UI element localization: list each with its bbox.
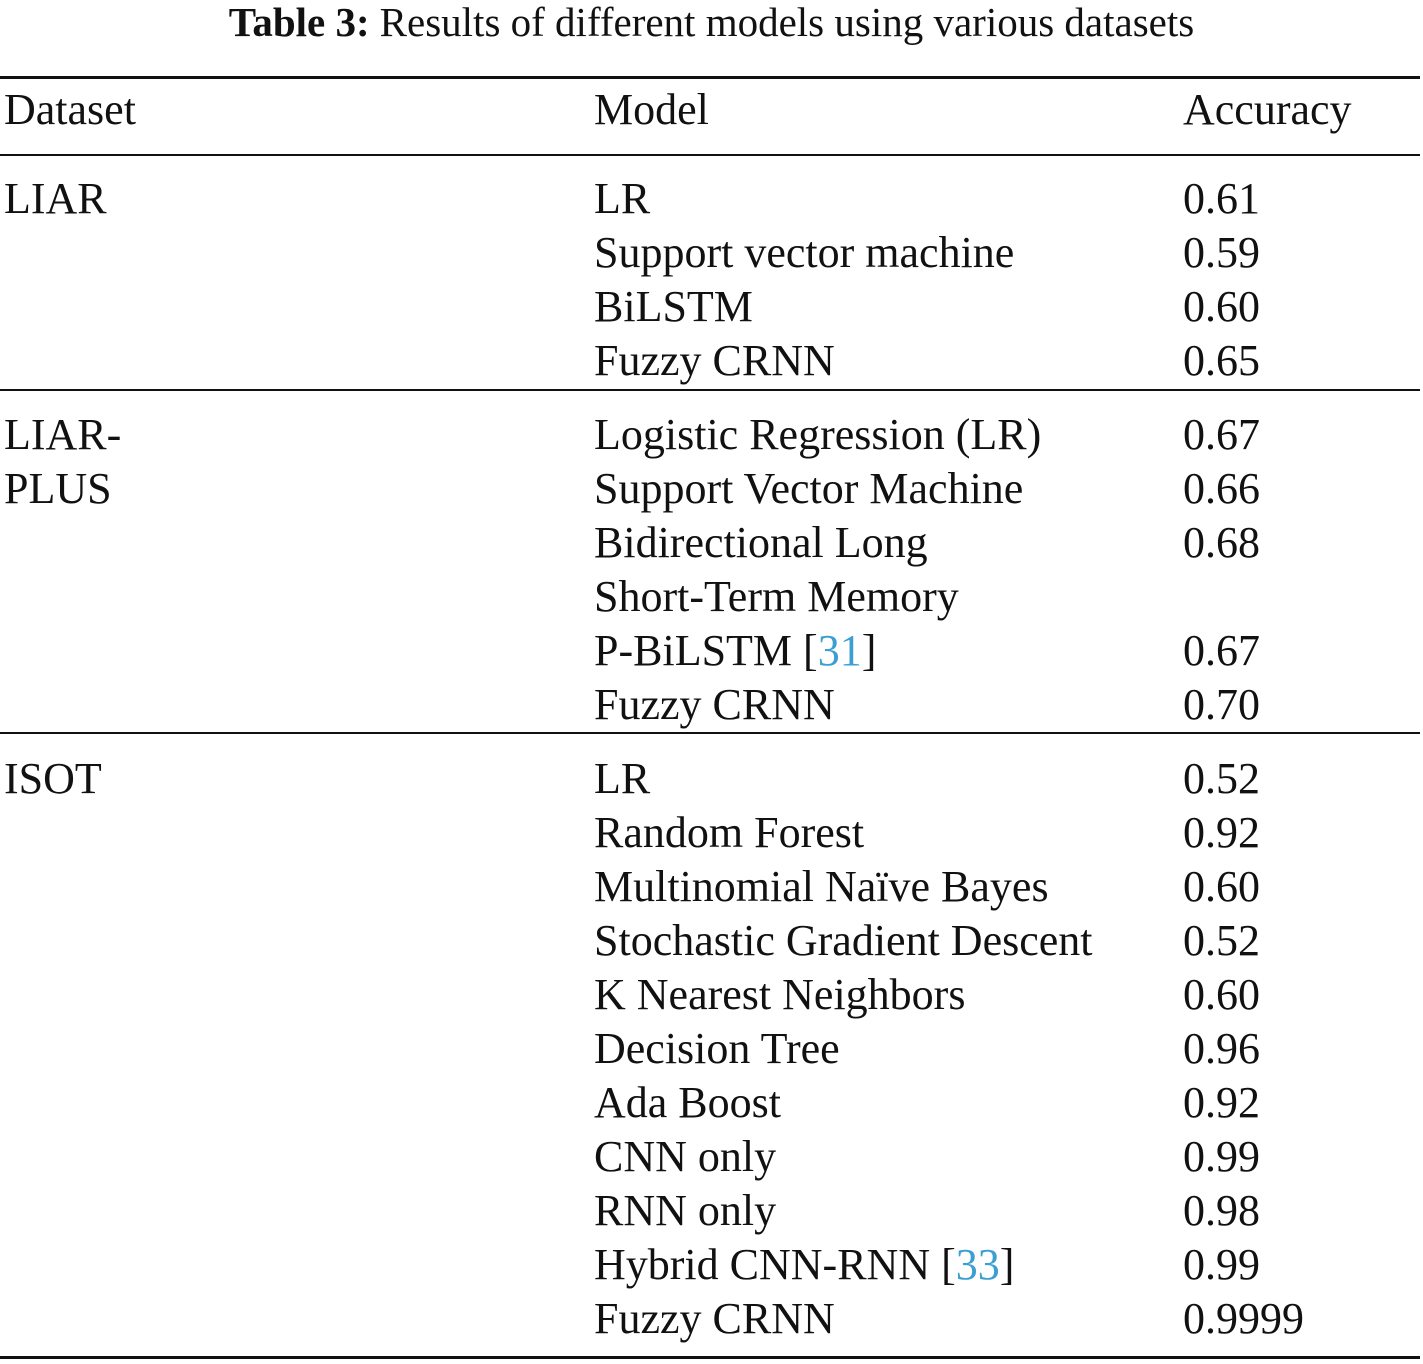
citation-link[interactable]: 31 (817, 626, 862, 675)
caption-text: Results of different models using various datasets (379, 0, 1195, 45)
dataset-liar: LIAR (4, 174, 107, 223)
bottom-rule (0, 1356, 1420, 1359)
model-cell: Hybrid CNN-RNN [33] (594, 1240, 1015, 1289)
accuracy-cell: 0.60 (1183, 970, 1260, 1019)
header-accuracy: Accuracy (1183, 85, 1352, 134)
group-rule (0, 732, 1420, 734)
accuracy-cell: 0.60 (1183, 282, 1260, 331)
accuracy-cell: 0.67 (1183, 626, 1260, 675)
model-cell: Short-Term Memory (594, 572, 959, 621)
dataset-liar-plus-line2: PLUS (4, 464, 112, 513)
model-cell: Bidirectional Long (594, 518, 928, 567)
accuracy-cell: 0.92 (1183, 808, 1260, 857)
accuracy-cell: 0.66 (1183, 464, 1260, 513)
accuracy-cell: 0.96 (1183, 1024, 1260, 1073)
accuracy-cell: 0.61 (1183, 174, 1260, 223)
model-cell: LR (594, 754, 651, 803)
header-rule (0, 154, 1420, 156)
model-cell: Fuzzy CRNN (594, 680, 835, 729)
dataset-liar-plus-line1: LIAR- (4, 410, 122, 459)
model-cell: Fuzzy CRNN (594, 1294, 835, 1343)
model-cell: Decision Tree (594, 1024, 840, 1073)
model-cell: K Nearest Neighbors (594, 970, 966, 1019)
model-cell: LR (594, 174, 651, 223)
dataset-isot: ISOT (4, 754, 102, 803)
accuracy-cell: 0.67 (1183, 410, 1260, 459)
accuracy-cell: 0.70 (1183, 680, 1260, 729)
model-name: Hybrid CNN-RNN (594, 1240, 931, 1289)
model-cell: Support Vector Machine (594, 464, 1024, 513)
model-cell: Random Forest (594, 808, 865, 857)
model-cell: CNN only (594, 1132, 777, 1181)
model-cell: Logistic Regression (LR) (594, 410, 1042, 459)
accuracy-cell: 0.9999 (1183, 1294, 1304, 1343)
accuracy-cell: 0.52 (1183, 916, 1260, 965)
citation-link[interactable]: 33 (955, 1240, 1000, 1289)
accuracy-cell: 0.65 (1183, 336, 1260, 385)
header-model: Model (594, 85, 709, 134)
model-name: P-BiLSTM (594, 626, 793, 675)
header-dataset: Dataset (4, 85, 136, 134)
accuracy-cell: 0.59 (1183, 228, 1260, 277)
model-cell: P-BiLSTM [31] (594, 626, 877, 675)
model-cell: RNN only (594, 1186, 777, 1235)
top-rule (0, 76, 1420, 79)
model-cell: Ada Boost (594, 1078, 781, 1127)
accuracy-cell: 0.99 (1183, 1240, 1260, 1289)
model-cell: BiLSTM (594, 282, 753, 331)
accuracy-cell: 0.52 (1183, 754, 1260, 803)
table-caption (0, 0, 1423, 44)
model-cell: Stochastic Gradient Descent (594, 916, 1093, 965)
accuracy-cell: 0.99 (1183, 1132, 1260, 1181)
group-rule (0, 389, 1420, 391)
accuracy-cell: 0.68 (1183, 518, 1260, 567)
accuracy-cell: 0.98 (1183, 1186, 1260, 1235)
accuracy-cell: 0.92 (1183, 1078, 1260, 1127)
accuracy-cell: 0.60 (1183, 862, 1260, 911)
model-cell: Multinomial Naïve Bayes (594, 862, 1049, 911)
caption-label: Table 3: (228, 0, 370, 45)
model-cell: Support vector machine (594, 228, 1015, 277)
model-cell: Fuzzy CRNN (594, 336, 835, 385)
